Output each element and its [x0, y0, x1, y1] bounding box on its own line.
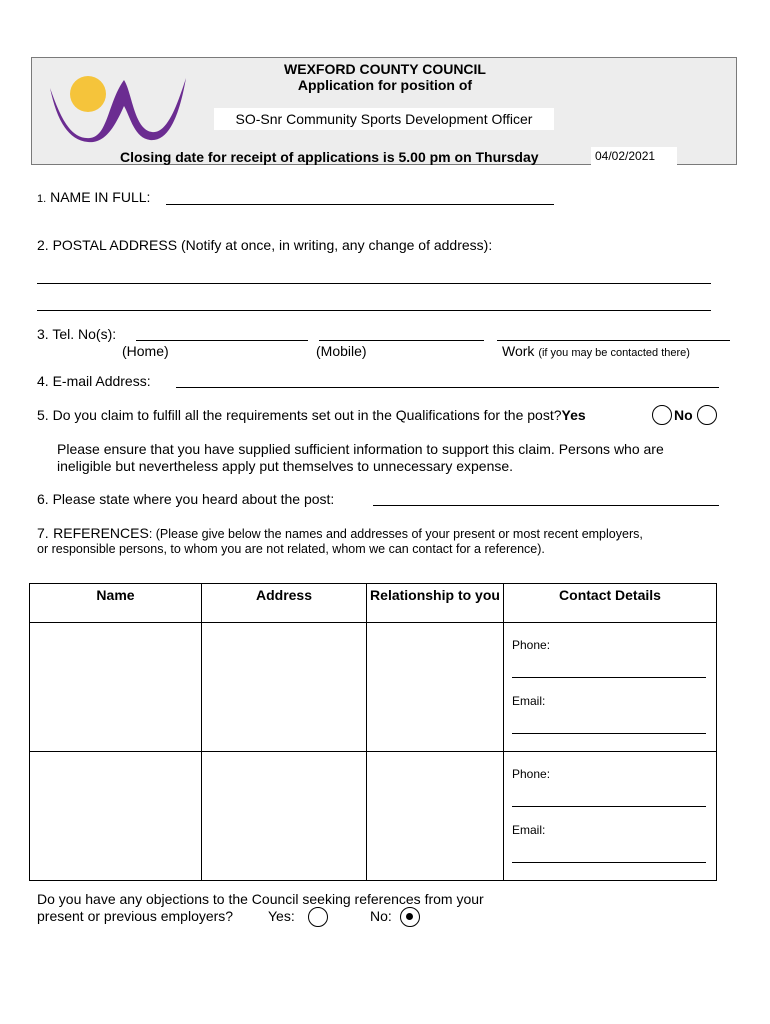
- logo-wave: [50, 78, 186, 142]
- q7-number: 7.: [37, 525, 49, 541]
- heard-about-line[interactable]: [373, 505, 719, 506]
- application-heading: Application for position of: [297, 77, 473, 93]
- objections-yes-label: Yes:: [268, 908, 295, 924]
- name-input-line[interactable]: [166, 204, 554, 205]
- tel-home-line[interactable]: [136, 340, 308, 341]
- logo-sun: [70, 76, 106, 112]
- q2-row: [37, 237, 492, 253]
- ref2-email-label: Email:: [512, 823, 546, 837]
- objections-line1: Do you have any objections to the Council seeking references from your: [37, 891, 484, 907]
- q1-row: [37, 189, 150, 205]
- tel-work-text: Work: [502, 343, 535, 359]
- q3-label: Tel. No(s):: [52, 326, 117, 342]
- q4-row: [37, 373, 151, 389]
- ref2-name-cell[interactable]: [30, 752, 202, 881]
- ref1-email-label: Email:: [512, 694, 546, 708]
- table-row: [30, 623, 717, 752]
- tel-mobile-label: (Mobile): [316, 343, 367, 359]
- col-header-contact: Contact Details: [504, 584, 717, 623]
- email-input-line[interactable]: [176, 387, 719, 388]
- q5-no-radio[interactable]: [697, 405, 717, 425]
- address-line-1[interactable]: [37, 283, 711, 284]
- closing-date-text: Closing date for receipt of applications is 5.00 pm on Thursday: [120, 149, 539, 165]
- tel-work-line[interactable]: [497, 340, 730, 341]
- closing-date-field[interactable]: 04/02/2021: [591, 147, 677, 166]
- tel-home-label: (Home): [122, 343, 169, 359]
- council-logo: [46, 72, 188, 144]
- q1-label: NAME IN FULL:: [50, 189, 151, 205]
- ref2-contact-cell: [504, 752, 717, 881]
- table-row: [30, 752, 717, 881]
- col-header-address: Address: [202, 584, 367, 623]
- q6-label: Please state where you heard about the post:: [52, 491, 335, 507]
- table-header-row: [30, 584, 717, 623]
- ref1-address-cell[interactable]: [202, 623, 367, 752]
- references-table: [29, 583, 717, 881]
- ref1-phone-line[interactable]: [512, 677, 706, 678]
- ref1-relationship-cell[interactable]: [367, 623, 504, 752]
- q3-row: [37, 326, 116, 342]
- q2-number: 2.: [37, 237, 49, 253]
- q5-label: Do you claim to fulfill all the requirements set out in the Qualifications for the post?: [52, 407, 562, 423]
- q5-no-label: No: [674, 407, 693, 423]
- tel-work-note: (if you may be contacted there): [538, 347, 690, 359]
- col-header-relationship: Relationship to you: [367, 584, 504, 623]
- q7-label: REFERENCES: [53, 525, 149, 541]
- q1-number: 1.: [37, 193, 47, 205]
- tel-mobile-line[interactable]: [319, 340, 484, 341]
- q5-yes-label: Yes: [561, 407, 586, 423]
- q5-yes-radio[interactable]: [652, 405, 672, 425]
- q5-row: [37, 407, 586, 423]
- tel-work-label: [502, 343, 690, 359]
- objections-line2: present or previous employers?: [37, 908, 234, 924]
- objections-no-radio[interactable]: [400, 907, 420, 927]
- ref1-email-line[interactable]: [512, 733, 706, 734]
- q4-label: E-mail Address:: [52, 373, 151, 389]
- q7-note-line2: or responsible persons, to whom you are not related, whom we can contact for a reference).: [37, 542, 545, 556]
- q2-label: POSTAL ADDRESS (Notify at once, in writing, any change of address):: [52, 237, 493, 253]
- objections-no-label: No:: [370, 908, 392, 924]
- q6-number: 6.: [37, 491, 49, 507]
- q6-row: [37, 491, 334, 507]
- ref2-email-line[interactable]: [512, 862, 706, 863]
- ref1-name-cell[interactable]: [30, 623, 202, 752]
- q7-note-line1: : (Please give below the names and addresses of your present or most recent employers,: [148, 527, 643, 541]
- ref2-address-cell[interactable]: [202, 752, 367, 881]
- q5-number: 5.: [37, 407, 49, 423]
- q3-number: 3.: [37, 326, 49, 342]
- organisation-name: WEXFORD COUNTY COUNCIL: [284, 61, 486, 77]
- ref1-phone-label: Phone:: [512, 638, 551, 652]
- q7-row: [37, 525, 643, 543]
- position-title-field[interactable]: SO-Snr Community Sports Development Officer: [214, 108, 554, 130]
- ref2-phone-line[interactable]: [512, 806, 706, 807]
- q4-number: 4.: [37, 373, 49, 389]
- ref2-phone-label: Phone:: [512, 767, 551, 781]
- address-line-2[interactable]: [37, 310, 711, 311]
- objections-yes-radio[interactable]: [308, 907, 328, 927]
- ref2-relationship-cell[interactable]: [367, 752, 504, 881]
- col-header-name: Name: [30, 584, 202, 623]
- q5-note-line2: ineligible but nevertheless apply put themselves to unnecessary expense.: [57, 458, 514, 474]
- ref1-contact-cell: [504, 623, 717, 752]
- q5-note-line1: Please ensure that you have supplied sufficient information to support this claim. Persons who are: [57, 441, 664, 457]
